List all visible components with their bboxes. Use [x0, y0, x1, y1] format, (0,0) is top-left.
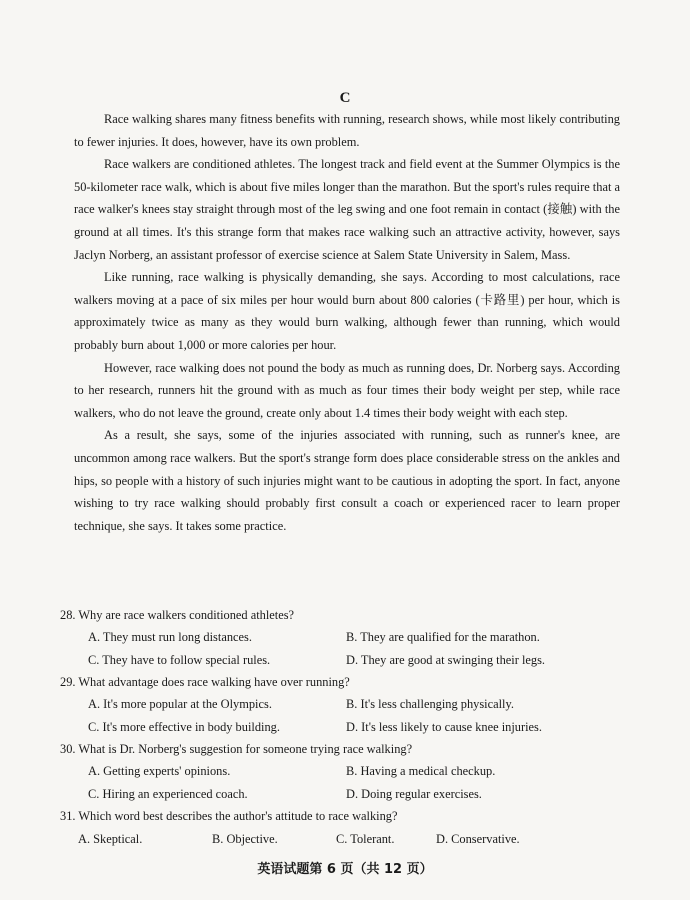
- question-stem: 31. Which word best describes the author's attitude to race walking?: [60, 809, 398, 823]
- option-a: A. Getting experts' opinions.: [88, 764, 231, 778]
- option-b: B. They are qualified for the marathon.: [346, 630, 540, 644]
- option-a: A. It's more popular at the Olympics.: [88, 697, 272, 711]
- question-30: [60, 739, 630, 806]
- section-title: C: [339, 90, 351, 106]
- option-d: D. Doing regular exercises.: [346, 787, 482, 801]
- option-row: [60, 827, 630, 853]
- question-31: [60, 806, 630, 853]
- option-d: D. It's less likely to cause knee injuries.: [346, 720, 542, 734]
- option-b: B. Having a medical checkup.: [346, 764, 496, 778]
- option-row: [60, 783, 630, 806]
- option-c: C. Tolerant.: [336, 832, 395, 846]
- question-stem: 30. What is Dr. Norberg's suggestion for someone trying race walking?: [60, 742, 413, 756]
- question-29: [60, 672, 630, 739]
- option-row: [60, 716, 630, 739]
- passage-paragraph: As a result, she says, some of the injuries associated with running, such as runner's knee, are uncommon among race walkers. But the sport's strange form does place considerable stress on the ankles and hips, so people with a history of such injuries might want to be cautious in adopting the sport. In fact, anyone wishing to try race walking should probably first consult a coach or experienced racer to learn proper technique, she says. It takes some practice.: [74, 428, 620, 533]
- option-row: [60, 626, 630, 649]
- page-footer: 英语试题第 6 页（共 12 页）: [257, 862, 433, 877]
- option-row: [60, 649, 630, 672]
- option-c: C. It's more effective in body building.: [88, 720, 280, 734]
- option-b: B. It's less challenging physically.: [346, 697, 514, 711]
- option-d: D. Conservative.: [436, 832, 520, 846]
- passage-paragraph: However, race walking does not pound the body as much as running does, Dr. Norberg says. According to her research, runners hit the ground with as much as four times their body weight per step, while race walkers, who do not leave the ground, create only about 1.4 times their body weight with each step.: [74, 360, 620, 420]
- passage-paragraph: Like running, race walking is physically demanding, she says. According to most calculations, race walkers moving at a pace of six miles per hour would burn about 800 calories (卡路里) per hour, which is approximately twice as many as they would burn walking, although fewer than running, which would probably burn about 1,000 or more calories per hour.: [74, 270, 620, 352]
- question-28: [60, 605, 630, 672]
- option-row: [60, 693, 630, 716]
- option-a: A. Skeptical.: [78, 832, 143, 846]
- question-stem: 29. What advantage does race walking have over running?: [60, 675, 350, 689]
- option-b: B. Objective.: [212, 832, 278, 846]
- reading-passage: [74, 108, 620, 537]
- question-stem: 28. Why are race walkers conditioned athletes?: [60, 608, 295, 622]
- option-d: D. They are good at swinging their legs.: [346, 653, 546, 667]
- option-a: A. They must run long distances.: [88, 630, 252, 644]
- option-row: [60, 760, 630, 783]
- passage-paragraph: Race walkers are conditioned athletes. The longest track and field event at the Summer Olympics is the 50-kilometer race walk, which is about five miles longer than the marathon. But the sport's rules require that a race walker's knees stay straight through most of the leg swing and one foot remain in contact (接触) with the ground at all times. It's this strange form that makes race walking such an attractive activity, however, says Jaclyn Norberg, an assistant professor of exercise science at Salem State University in Salem, Mass.: [74, 157, 620, 262]
- question-list: [60, 605, 630, 853]
- option-c: C. Hiring an experienced coach.: [88, 787, 248, 801]
- passage-paragraph: Race walking shares many fitness benefits with running, research shows, while most likely contributing to fewer injuries. It does, however, have its own problem.: [74, 112, 620, 149]
- option-c: C. They have to follow special rules.: [88, 653, 271, 667]
